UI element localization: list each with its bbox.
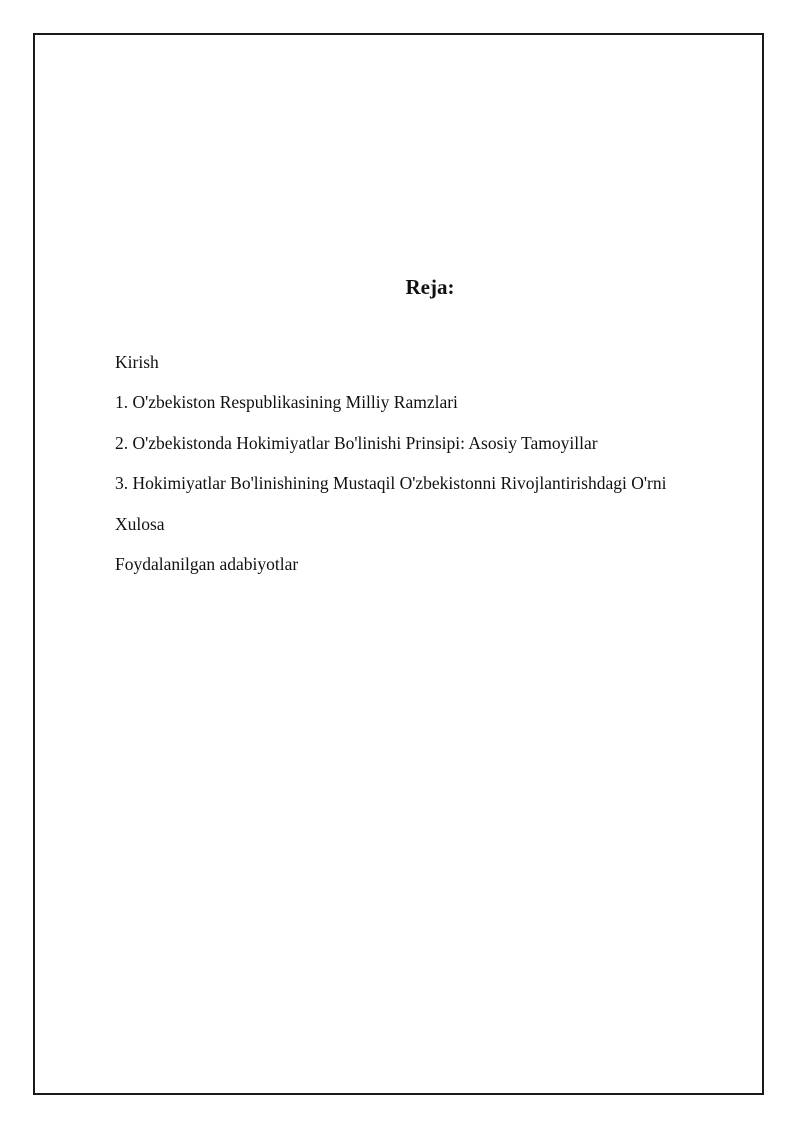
toc-item-conclusion: Xulosa (115, 513, 165, 534)
toc-item-references: Foydalanilgan adabiyotlar (115, 553, 299, 574)
toc-item-1: 1. O'zbekiston Respublikasining Milliy Ramzlari (115, 392, 458, 413)
table-of-contents (115, 350, 666, 576)
toc-item-3: 3. Hokimiyatlar Bo'linishining Mustaqil O'zbekistonni Rivojlantirishdagi O'rni (115, 473, 667, 494)
toc-item-2: 2. O'zbekistonda Hokimiyatlar Bo'linishi Prinsipi: Asosiy Tamoyillar (115, 432, 598, 453)
page-title: Reja: (405, 275, 455, 299)
toc-item-introduction: Kirish (115, 352, 159, 372)
